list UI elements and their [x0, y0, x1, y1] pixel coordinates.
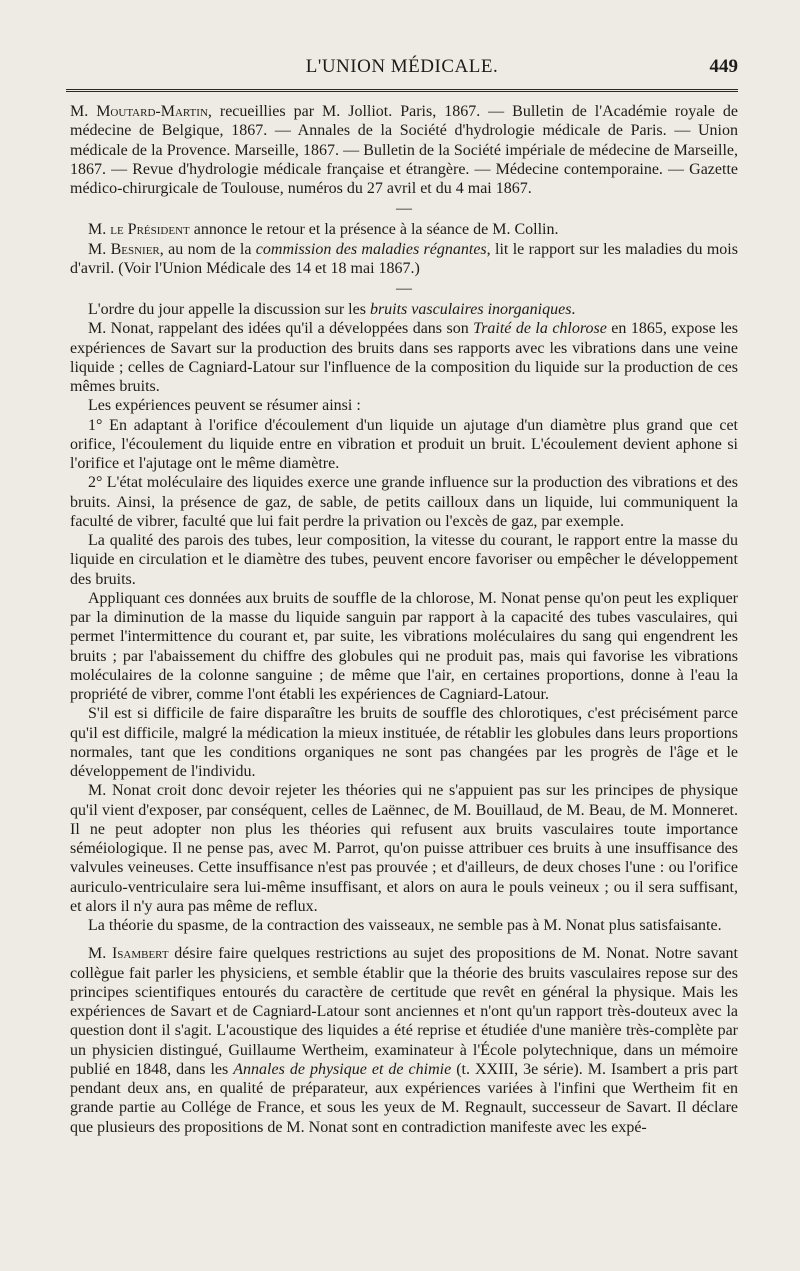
paragraph	[70, 300, 738, 319]
paragraph-text: désire faire quelques restrictions au sujet des propositions de M. Nonat. Notre savant collègue fait parler les physiciens, et semble établir que la théorie des bruits vasculaires repose sur des principes scientifiques entourés du caractère de certitude que revêt en général la physique. Mais les expériences de Savart et de Cagniard-Latour sont anciennes et n'ont qu'un rapport très-douteux avec la question dont il s'agit. L'acoustique des liquides a été reprise et étudiée d'une manière très-complète par un physicien distingué, Guillaume Wertheim, examinateur à l'École polytechnique, dans un mémoire publié en 1848, dans les	[70, 945, 738, 1078]
paragraph: Appliquant ces données aux bruits de souffle de la chlorose, M. Nonat pense qu'on peut les expliquer par la diminution de la masse du liquide sanguin par rapport à la capacité des tubes vasculaires, qui permet l'intermittence du courant et, par suite, les vibrations moléculaires du sang qui engendrent les bruits ; par l'abaissement du chiffre des globules qui ne produit pas, mais qui favorise les vibrations moléculaires de la colonne sanguine ; de même que l'air, en certaines proportions, donne à l'eau la propriété de vibrer, comme l'ont établi les expériences de Cagniard-Latour.	[70, 589, 738, 703]
paragraph: La qualité des parois des tubes, leur composition, la vitesse du courant, le rapport entre la masse du liquide en circulation et le diamètre des tubes, peuvent encore favoriser ou empêcher le développement des bruits.	[70, 532, 738, 588]
paragraph-text: , lit le rapport sur les maladies du mois d'avril. (Voir l'Union Médicale des 14 et 18 mai 1867.)	[70, 240, 738, 277]
header-rule	[66, 89, 738, 92]
paragraph-text: L'ordre du jour appelle la discussion sur les	[88, 301, 370, 318]
speaker-name: M. Isambert	[88, 945, 169, 963]
speaker-name: M. Besnier	[88, 240, 160, 258]
section-gap	[70, 935, 738, 944]
running-title: L'UNION MÉDICALE.	[305, 56, 499, 77]
page-number: 449	[709, 56, 738, 77]
paragraph: S'il est si difficile de faire disparaître les bruits de souffle des chlorotiques, c'est précisément parce qu'il est difficile, malgré la médication la mieux instituée, de rétablir les globules dans leurs proportions normales, tant que les conditions organiques ne sont pas changées par les progrès de l'âge et le développement de l'individu.	[70, 705, 738, 780]
paragraph-text: en 1865, expose les expériences de Savart sur la production des bruits dans ses rapports avec les vibrations dans une veine liquide ; celles de Cagniard-Latour sur l'influence de la composition du liquide sur la production de ces mêmes bruits.	[70, 320, 738, 395]
separator-dash: —	[396, 200, 412, 218]
speaker-name: M. Moutard-Martin	[70, 103, 208, 120]
paragraph	[70, 102, 738, 198]
italic-text: bruits vasculaires inorganiques	[369, 301, 572, 318]
paragraph: 2° L'état moléculaire des liquides exerce une grande influence sur la production des vibrations et des bruits. Ainsi, la présence de gaz, de sable, de petits cailloux dans un liquide, lui communiquent la faculté de vibrer, faculté que lui fait perdre la privation ou l'excès de gaz, par exemple.	[70, 474, 738, 530]
paragraph-text: .	[571, 301, 576, 318]
speaker-name: M. le Président	[88, 221, 190, 239]
paragraph: 1° En adaptant à l'orifice d'écoulement d'un liquide un ajutage d'un diamètre plus grand que cet orifice, l'écoulement du liquide entre en vibration et produit un bruit. L'écoulement devient aphone si l'orifice et l'ajutage ont le même diamètre.	[70, 416, 738, 472]
paragraph: M. Nonat croit donc devoir rejeter les théories qui ne s'appuient pas sur les principes de physique qu'il vient d'exposer, par conséquent, celles de Laënnec, de M. Bouillaud, de M. Beau, de M. Monneret. Il ne peut adopter non plus les théories qui refusent aux bruits vasculaires toute importance séméiologique. Il ne pense pas, avec M. Parrot, qu'on puisse attribuer ces bruits à une insuffisance des valvules veineuses. Cette insuffisance n'est pas prouvée ; et d'ailleurs, de deux choses l'une : ou l'orifice auriculo-ventriculaire sera lui-même insuffisant, et alors on aura le pouls veineux ; ou il sera suffisant, et alors il n'y aura pas même de reflux.	[70, 782, 738, 915]
paragraph-text: , recueillies par M. Jolliot. Paris, 1867. — Bulletin de l'Académie royale de médecine de Belgique, 1867. — Annales de la Société d'hydrologie médicale de Paris. — Union médicale de la Provence. Marseille, 1867. — Bulletin de la Société impériale de médecine de Marseille, 1867. — Revue d'hydrologie médicale française et étrangère. — Médecine contemporaine. — Gazette médico-chirurgicale de Toulouse, numéros du 27 avril et du 4 mai 1867.	[70, 103, 738, 197]
paragraph: Les expériences peuvent se résumer ainsi :	[88, 397, 361, 415]
italic-text: Annales de physique et de chimie	[233, 1060, 452, 1078]
paragraph-text: M. Nonat, rappelant des idées qu'il a développées dans son	[88, 320, 474, 338]
article-body	[70, 102, 738, 1137]
italic-text: commission des maladies régnantes	[255, 240, 487, 258]
italic-text: Traité de la chlorose	[473, 320, 607, 338]
separator-dash: —	[396, 280, 412, 297]
paragraph	[70, 944, 738, 1137]
paragraph	[70, 220, 738, 239]
paragraph	[70, 240, 738, 279]
paragraph: La théorie du spasme, de la contraction des vaisseaux, ne semble pas à M. Nonat plus satisfaisante.	[88, 917, 722, 934]
paragraph-text: annonce le retour et la présence à la séance de M. Collin.	[189, 221, 559, 239]
page-header	[66, 56, 738, 82]
paragraph-text: (t. XXIII, 3e série). M. Isambert a pris part pendant deux ans, en qualité de préparateur, aux expériences variées à l'infini que Wertheim fit en grande partie au Collége de France, et sous les yeux de M. Regnault, successeur de Savart. Il déclare que plusieurs des propositions de M. Nonat sont en contradiction manifeste avec les expé-	[70, 1060, 739, 1136]
paragraph	[70, 319, 738, 396]
paragraph-text: , au nom de la	[159, 240, 256, 258]
